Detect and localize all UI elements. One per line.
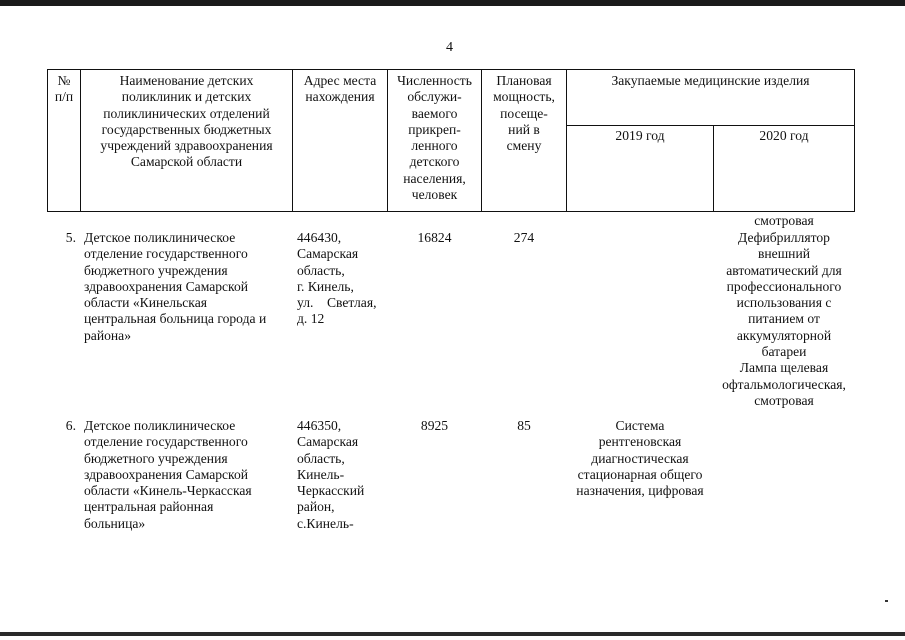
page-number: 4 [446, 40, 453, 55]
row-devices-2019: Система рентгеновская диагностическая стационарная общего назначения, цифровая [576, 418, 704, 499]
row-num: 6. [65, 418, 76, 433]
header-name: Наименование детских поликлиник и детских поликлинических отделений государственных бюджетных учреждений здравоохранения Самарской области [100, 73, 273, 170]
row-address: 446430, Самарская область, г. Кинель, ул. Светлая, д. 12 [297, 230, 377, 327]
header-capacity: Плановая мощность, посеще- ний в смену [493, 73, 555, 154]
row-capacity: 274 [513, 230, 535, 245]
row-population: 16824 [417, 230, 452, 245]
header-num: № п/п [54, 73, 74, 105]
row-num: 5. [65, 230, 76, 245]
row-name: Детское поликлиническое отделение государственного бюджетного учреждения здравоохранения Самарской области «Кинель-Черкасская центральная районная больница» [84, 418, 252, 531]
row-name: Детское поликлиническое отделение государственного бюджетного учреждения здравоохранения Самарской области «Кинельская центральная больница города и района» [84, 230, 267, 343]
row-address: 446350, Самарская область, Кинель- Черкасский район, с.Кинель- [297, 418, 365, 531]
scan-bottom-edge [0, 632, 905, 636]
scan-top-edge [0, 0, 905, 6]
carryover-2020: смотровая [754, 213, 814, 228]
row-population: 8925 [420, 418, 449, 433]
header-address: Адрес места нахождения [303, 73, 377, 105]
header-devices: Закупаемые медицинские изделия [611, 73, 810, 88]
row-capacity: 85 [517, 418, 531, 433]
header-2020: 2020 год [759, 128, 809, 143]
header-2019: 2019 год [615, 128, 665, 143]
row-devices-2020: Дефибриллятор внешний автоматический для профессионального использования с питанием от аккумуляторной батареи Лампа щелевая офтальмологическая, смотровая [722, 230, 846, 408]
header-population: Численность обслужи- ваемого прикреп- ленного детского населения, человек [397, 73, 472, 203]
scan-speck [885, 600, 888, 602]
